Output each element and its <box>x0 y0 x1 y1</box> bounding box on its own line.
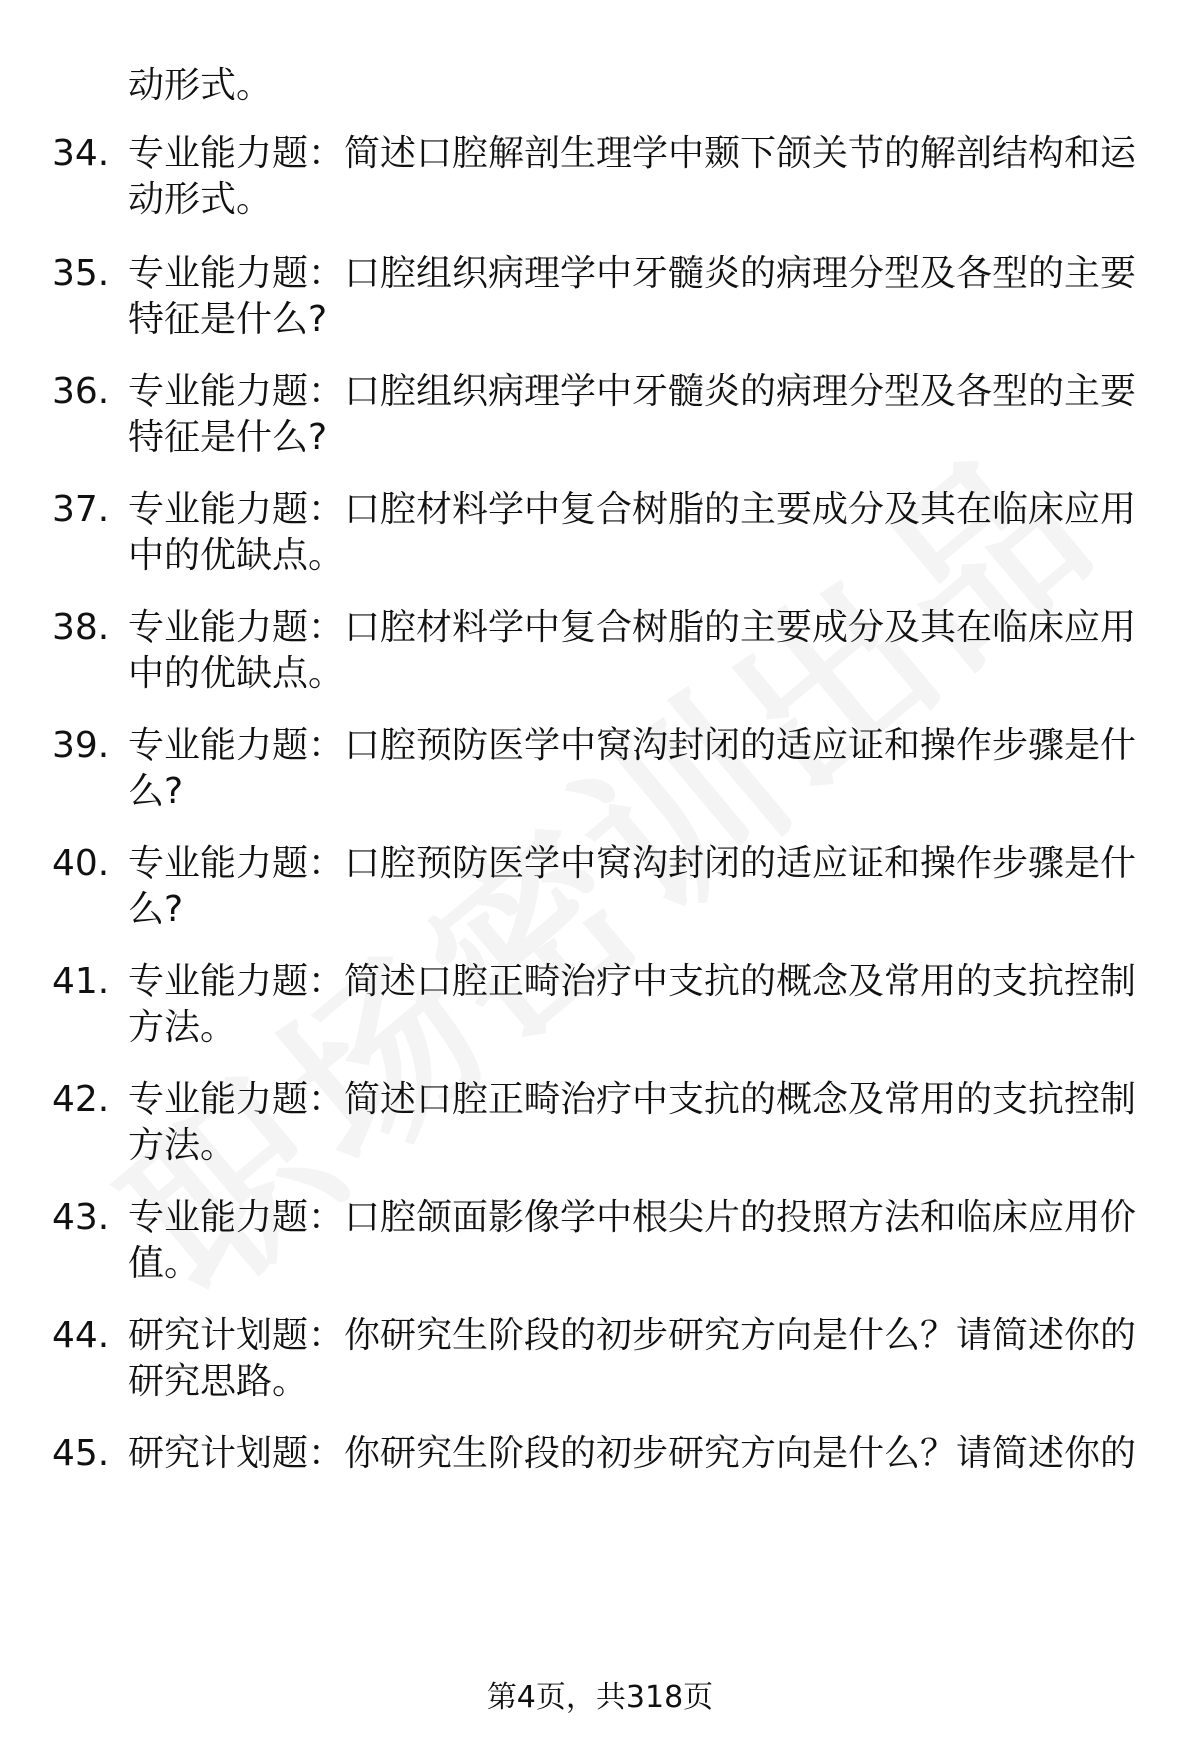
item-text-line: 专业能力题：口腔组织病理学中牙髓炎的病理分型及各型的主要 <box>128 371 1137 412</box>
item-text-line: 特征是什么? <box>128 299 328 340</box>
item-number: 45. <box>52 1433 110 1474</box>
item-text-line: 专业能力题：口腔材料学中复合树脂的主要成分及其在临床应用 <box>128 489 1137 530</box>
item-number: 38. <box>52 607 110 648</box>
item-text-line: 么? <box>128 771 184 812</box>
item-number: 40. <box>52 843 110 884</box>
item-text-line: 方法。 <box>128 1007 237 1048</box>
item-number: 43. <box>52 1197 110 1238</box>
page-number-label: 第4页，共318页 <box>486 1680 714 1715</box>
item-text-line: 专业能力题：简述口腔解剖生理学中颞下颌关节的解剖结构和运 <box>128 133 1137 174</box>
item-number: 44. <box>52 1315 110 1356</box>
page-footer <box>0 1678 1200 1718</box>
item-number: 35. <box>52 253 110 294</box>
item-text-line: 研究计划题：你研究生阶段的初步研究方向是什么？请简述你的 <box>128 1315 1137 1356</box>
item-text-line: 中的优缺点。 <box>128 535 345 576</box>
item-text-line: 动形式。 <box>128 179 273 220</box>
item-text-line: 专业能力题：简述口腔正畸治疗中支抗的概念及常用的支抗控制 <box>128 961 1137 1002</box>
item-number: 39. <box>52 725 110 766</box>
item-text-line: 研究思路。 <box>128 1361 309 1402</box>
item-text-line: 专业能力题：口腔组织病理学中牙髓炎的病理分型及各型的主要 <box>128 253 1137 294</box>
item-text-line: 方法。 <box>128 1125 237 1166</box>
item-text-line: 值。 <box>128 1243 201 1284</box>
item-number: 36. <box>52 371 110 412</box>
item-number: 34. <box>52 133 110 174</box>
item-number: 41. <box>52 961 110 1002</box>
item-text-line: 动形式。 <box>128 65 273 106</box>
item-number: 42. <box>52 1079 110 1120</box>
item-text-line: 研究计划题：你研究生阶段的初步研究方向是什么？请简述你的 <box>128 1433 1137 1474</box>
item-text-line: 么? <box>128 889 184 930</box>
item-text-line: 特征是什么? <box>128 417 328 458</box>
item-text-line: 专业能力题：简述口腔正畸治疗中支抗的概念及常用的支抗控制 <box>128 1079 1137 1120</box>
item-number: 37. <box>52 489 110 530</box>
item-text-line: 专业能力题：口腔预防医学中窝沟封闭的适应证和操作步骤是什 <box>128 843 1137 884</box>
item-text-line: 中的优缺点。 <box>128 653 345 694</box>
item-text-line: 专业能力题：口腔材料学中复合树脂的主要成分及其在临床应用 <box>128 607 1137 648</box>
item-text-line: 专业能力题：口腔颌面影像学中根尖片的投照方法和临床应用价 <box>128 1197 1137 1238</box>
list-item-continuation <box>128 62 272 110</box>
item-text-line: 专业能力题：口腔预防医学中窝沟封闭的适应证和操作步骤是什 <box>128 725 1137 766</box>
